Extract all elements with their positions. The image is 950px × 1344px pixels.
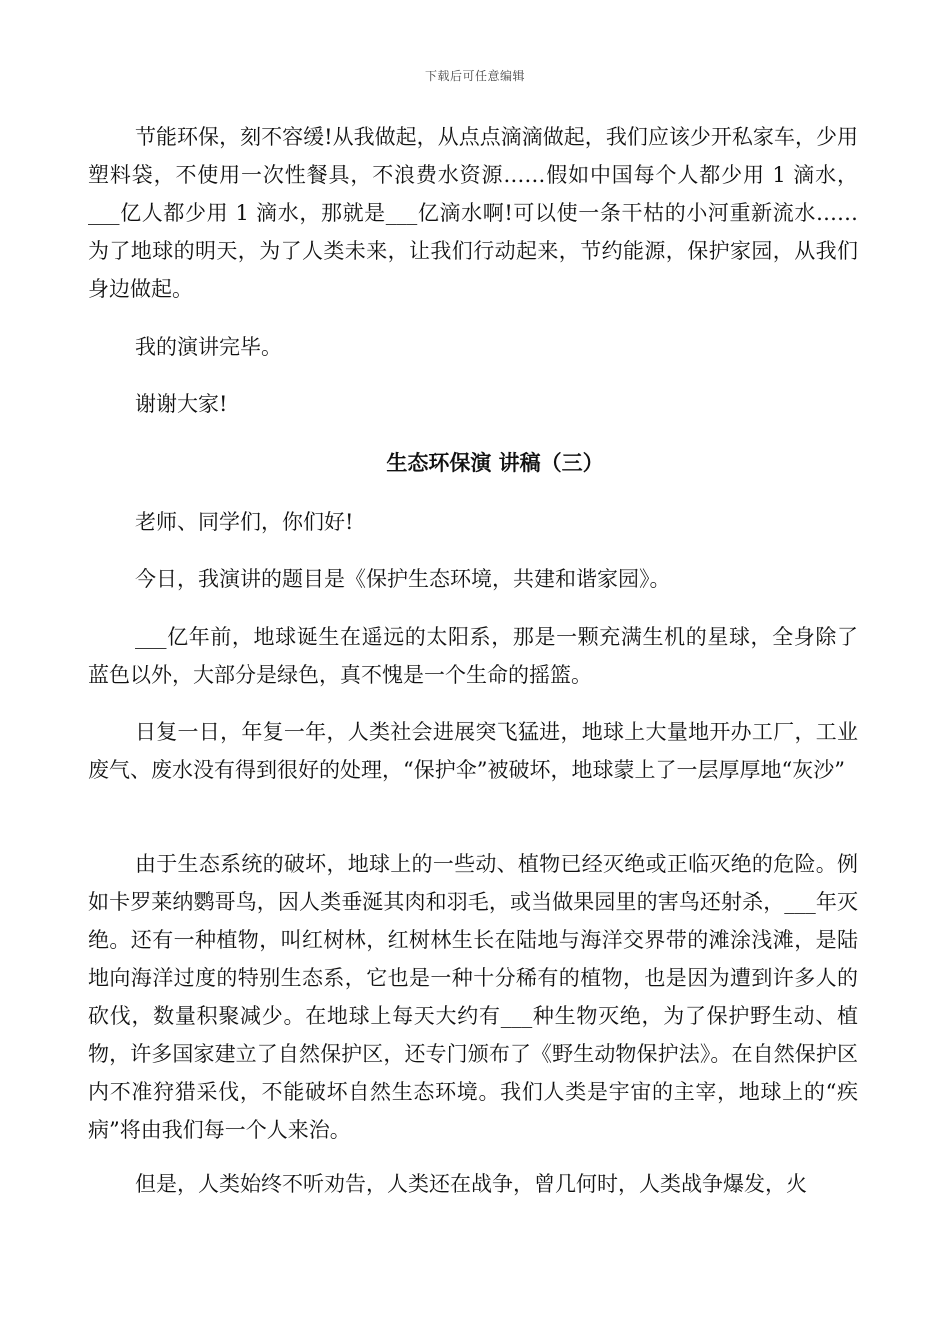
section-title: 生态环保演 讲稿（三） [386, 451, 604, 475]
paragraph-greeting: 老师、同学们，你们好! [135, 510, 354, 534]
paragraph-war: 但是，人类始终不听劝告，人类还在战争，曾几何时，人类战争爆发，火 [135, 1172, 807, 1196]
paragraph-industry: 日复一日，年复一年，人类社会进展突飞猛进，地球上大量地开办工厂，工业废气、废水没有得到很好的处理，“保护伞”被破坏，地球蒙上了一层厚厚地“灰沙” [88, 720, 858, 782]
paragraph-energy-saving: 节能环保，刻不容缓!从我做起，从点点滴滴做起，我们应该少开私家车，少用塑料袋，不使用一次性餐具，不浪费水资源……假如中国每个人都少用 1 滴水，___亿人都少用 1 滴水，那就是___亿滴水啊!可以使一条干枯的小河重新流水……为了地球的明天，为了人类未来，让我们行动起来，节约能源，保护家园，从我们身边做起。 [88, 125, 858, 301]
paragraph-thanks: 谢谢大家! [135, 392, 228, 416]
header-note: 下载后可任意编辑 [424, 69, 525, 83]
paragraph-topic: 今日，我演讲的题目是《保护生态环境，共建和谐家园》。 [135, 567, 671, 591]
paragraph-speech-end: 我的演讲完毕。 [135, 335, 282, 359]
paragraph-earth-birth: ___亿年前，地球诞生在遥远的太阳系，那是一颗充满生机的星球，全身除了蓝色以外，大部分是绿色，真不愧是一个生命的摇篮。 [88, 625, 858, 687]
paragraph-ecology: 由于生态系统的破坏，地球上的一些动、植物已经灭绝或正临灭绝的危险。例如卡罗莱纳鹦哥鸟，因人类垂涎其肉和羽毛，或当做果园里的害鸟还射杀，___年灭绝。还有一种植物，叫红树林，红树林生长在陆地与海洋交界带的滩涂浅滩，是陆地向海洋过度的特别生态系，它也是一种十分稀有的植物，也是因为遭到许多人的砍伐，数量积聚减少。在地球上每天大约有___种生物灭绝，为了保护野生动、植物，许多国家建立了自然保护区，还专门颁布了《野生动物保护法》。在自然保护区内不准狩猎采伐，不能破坏自然生态环境。我们人类是宇宙的主宰，地球上的“疾病”将由我们每一个人来治。 [88, 852, 858, 1142]
